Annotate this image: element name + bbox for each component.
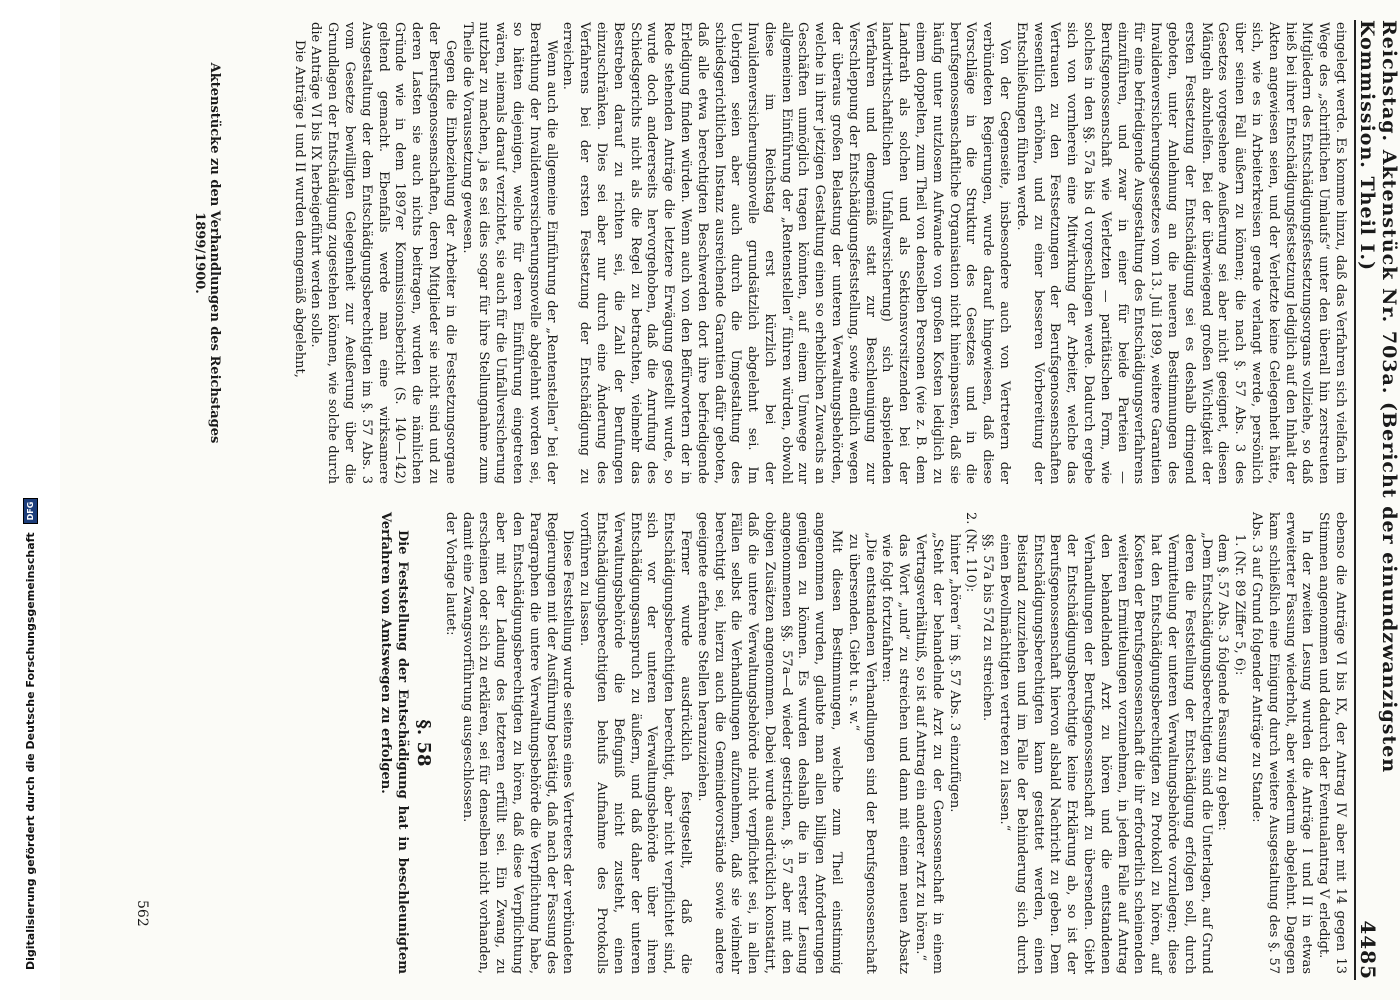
list-item: 2. (Nr. 110): xyxy=(963,512,979,593)
paragraph: Ferner wurde ausdrücklich festgestellt, daß die Entschädigungsberechtigten berechtigt, aber nicht verpflichtet sind, sich vor der unteren Verwaltungsbehörde über ihren Entschädigungsanspruch zu äußern, und daß daher der unteren Verwaltungsbehörde die Befugniß nicht zusteht, einen Entschädigungsberechtigten behufs Aufnahme des Protokolls vorführen zu lassen. xyxy=(577,512,693,974)
page-header xyxy=(1354,20,1400,980)
dfg-logo: DFG xyxy=(23,498,38,525)
paragraph: Von der Gegenseite, insbesondere auch von Vertretern der verbündeten Regierungen, wurde darauf hingewiesen, daß diese Vorschläge in die Struktur des Gesetzes und in die berufsgenossenschaftliche Organisation nicht hineinpassten, daß sie häufig unter nutzlosem Aufwande von großen Kosten lediglich zu einem doppelten, zum Theil von denselben Personen (wie z. B. dem Landrath als solchen und als Sektionsvorsitzenden bei der landwirthschaftlichen Unfallversicherung) sich abspielenden Verfahren und demgemäß statt zur Beschleunigung zur Verschleppung der Entschädigungsfeststellung, sowie endlich wegen der überaus großen Belastung der unteren Verwaltungsbehörden, welche in ihrer jetzigen Gestaltung einen so erheblichen Zuwachs an Geschäften unmöglich tragen könnten, auf einem Umwege zur allgemeinen Einführung der „Rentenstellen“ führen würden, obwohl diese im Reichstag erst kürzlich bei der Invalidenversicherungsnovelle grundsätzlich abgelehnt sei. Im Uebrigen seien aber auch durch die Umgestaltung des schiedsgerichtlichen Instanz ausreichende Garantien dafür geboten, daß alle etwa berechtigten Beschwerden dort ihre befriedigende Erledigung finden würden. Wenn auch von den Befürwortern der in Rede stehenden Anträge die letztere Erwägung gestellt wurde, so wurde doch andererseits hervorgehoben, daß die Anrufung des Schiedsgerichts nicht als die Regel zu betrachten, vielmehr das Bestreben darauf zu richten sei, die Zahl der Berufungen einzuschränken. Dies sei aber nur durch eine Änderung des Verfahrens bei der ersten Festsetzung der Entschädigung zu erreichen. xyxy=(560,22,1013,484)
quotation: „Dem Entschädigungsberechtigten sind die Unterlagen, auf Grund deren die Feststellung der Entschädigung erfolgen soll, durch Vermittelung der unteren Verwaltungsbehörde vorzulegen; diese hat den Entschädigungsberechtigten zu Protokoll zu hören, auf Kosten der Berufsgenossenschaft die ihr erforderlich scheinenden weiteren Ermittelungen vorzunehmen, in jedem Falle auf Antrag den behandelnden Arzt zu hören und die entstandenen Verhandlungen der Berufsgenossenschaft zu übersenden. Giebt der Entschädigungsberechtigte keine Erklärung ab, so ist der Berufsgenossenschaft hiervon alsbald Nachricht zu geben. Dem Entschädigungsberechtigten kann gestattet werden, einen Beistand zuzuziehen und im Falle der Behinderung sich durch einen Bevollmächtigten vertreten zu lassen.“ xyxy=(997,532,1214,974)
paragraph: Gegen die Einbeziehung der Arbeiter in die Festsetzungsorgane der Berufsgenossenschaften, deren Mitglieder sie nicht sind und zu deren Lasten sie auch nichts beitragen, wurden die nämlichen Gründe wie in dem 1897er Kommissionsbericht (S. 140—142) geltend gemacht. Ebenfalls werde man eine wirksamere Ausgestaltung der dem Entschädigungsberechtigten im §. 57 Abs. 3 vom Gesetze bewilligten Gelegenheit zur Aeußerung über die Grundlagen der Entschädigung zugestehen können, wie solche durch die Anträge VI bis IX herbeigeführt werden solle. xyxy=(308,22,458,484)
paragraph: hinter „hören“ im §. 57 Abs. 3 einzufügen. xyxy=(946,534,962,813)
paragraph: ebenso die Anträge VI bis IX, der Antrag IV aber mit 14 gegen 13 Stimmen angenommen und dadurch der Eventualantrag V erledigt. xyxy=(1316,512,1348,974)
paragraph: Die Anträge I und II wurden demgemäß abgelehnt, xyxy=(291,40,307,378)
paragraph: Diese Feststellung wurde seitens eines Vertreters der verbündeten Regierungen mit der Ausführung bestätigt, daß nach der Fassung des Paragraphen die untere Verwaltungsbehörde die Verpflichtung habe, den Entschädigungsberechtigten zu hören, daß diese Verpflichtung aber mit der Ladung des letzteren erfüllt sei. Ein Zwang, zu erscheinen oder sich zu erklären, sei für denselben nicht vorhanden, damit eine Zwangsvorführung ausgeschlossen. xyxy=(459,512,576,974)
quotation: „Die entstandenen Verhandlungen sind der Berufsgenossenschaft zu übersenden. Giebt u. s. w.“ xyxy=(845,532,878,974)
footer-line: Aktenstücke zu den Verhandlungen des Reichstages 1899/1900. xyxy=(192,62,222,444)
left-column xyxy=(290,22,1348,484)
paragraph: der Vorlage lautet: xyxy=(442,512,458,636)
quotation: „Steht der behandelnde Arzt zu der Genossenschaft in einem Vertragsverhältniß, so ist auf Antrag ein anderer Arzt zu hören.“ xyxy=(913,532,945,974)
paragraph: §§. 57a bis 57d zu streichen. xyxy=(980,534,996,722)
paragraph: Wenn auch die allgemeine Einführung der „Rentenstellen“ bei der Berathung der Invalidenversicherungsnovelle abgelehnt worden sei, so hätten diejenigen, welche für deren Einführung eingetreten wären, niemals darauf verzichtet, sie auch für die Unfallversicherung nutzbar zu machen, ja es sei dies sogar für ihre Stellungnahme zum Theile die Voraussetzung gewesen. xyxy=(459,22,559,484)
column-number: 562 xyxy=(134,900,150,927)
scanned-page xyxy=(60,0,1400,1000)
page-title: Reichstag. Aktenstück Nr. 703a. (Bericht der einundzwanzigsten Kommission. Theil I.) xyxy=(1356,20,1400,774)
section-text: Die Feststellung der Entschädigung hat in beschleunigtem Verfahren von Amtswegen zu erfolgen. xyxy=(378,512,411,974)
digitization-sidebar xyxy=(0,0,60,1000)
list-item: 1. (Nr. 89 Ziffer 5, 6): xyxy=(1232,534,1248,676)
paragraph: Mit diesen Bestimmungen, welche zum Theil einstimmig angenommen wurden, glaubte man allen billigen Anforderungen genügen zu können. Es wurden deshalb die in erster Lesung angenommenen §§. 57a—d wieder gestrichen, §. 57 aber mit den obigen Zusätzen angenommen. Dabei wurde ausdrücklich konstatirt, daß die untere Verwaltungsbehörde nicht verpflichtet sei, in allen Fällen selbst die Verhandlungen aufzunehmen, daß sie vielmehr berechtigt sei, hierzu auch die Gemeindevorstände sowie andere geeignete erfahrene Stellen heranzuziehen. xyxy=(694,512,845,974)
paragraph: dem §. 57 Abs. 3 folgende Fassung zu geben: xyxy=(1215,534,1231,831)
right-column xyxy=(377,512,1348,974)
paragraph: eingelegt werde. Es komme hinzu, daß das Verfahren sich vielfach im Wege des „schriftlichen Umlaufs“ unter den überall hin zerstreuten Mitgliedern des Entschädigungsfestsetzungsorgans vollziehe, so daß hieß bei ihrer Entschädigungsfestsetzung lediglich auf den Inhalt der Akten angewiesen seien, und der Verletzte keine Gelegenheit hätte, sich, wie es in Arbeiterkreisen gerade verlangt werde, persönlich über seinen Fall äußern zu können; die nach §. 57 Abs. 3 des Gesetzes vorgesehene Aeußerung sei aber nicht geeignet, diesen Mängeln abzuhelfen. Bei der überwiegend großen Wichtigkeit der ersten Festsetzung der Entschädigung sei es deshalb dringend geboten, unter Anlehnung an die neueren Bestimmungen des Invalidenversicherungsgesetzes vom 13. Juli 1899, weitere Garantien für eine befriedigende Ausgestaltung des Entschädigungsverfahrens einzuführen, und zwar in einer für beide Parteien — Berufsgenossenschaft wie Verletzten — paritätischen Form, wie solches in den §§. 57a bis d vorgeschlagen werde. Dadurch ergebe sich von vornherein eine Mitwirkung der Arbeiter, welche das Vertrauen zu den Festsetzungen der Berufsgenossenschaften wesentlich erhöhen, und zu einer besseren Vorbereitung der Entschließungen führen werde. xyxy=(1013,22,1348,484)
page-number: 4485 xyxy=(1356,920,1380,980)
paragraph: das Wort „und“ zu streichen und dann mit einem neuen Absatz wie folgt fortzufahren: xyxy=(879,534,912,974)
digitization-credit: Digitalisierung gefördert durch die Deutsche Forschungsgemeinschaft xyxy=(23,532,37,970)
rotated-page-content xyxy=(60,0,1400,1000)
section-heading: §. 58 xyxy=(412,719,434,767)
paragraph: In der zweiten Lesung wurden die Anträge I und II in etwas erweiterter Fassung wiederholt, aber wiederum abgelehnt. Dagegen kam schließlich eine Einigung durch weitere Ausgestaltung des §. 57 Abs. 3 auf Grund folgender Anträge zu Stande: xyxy=(1249,512,1315,974)
